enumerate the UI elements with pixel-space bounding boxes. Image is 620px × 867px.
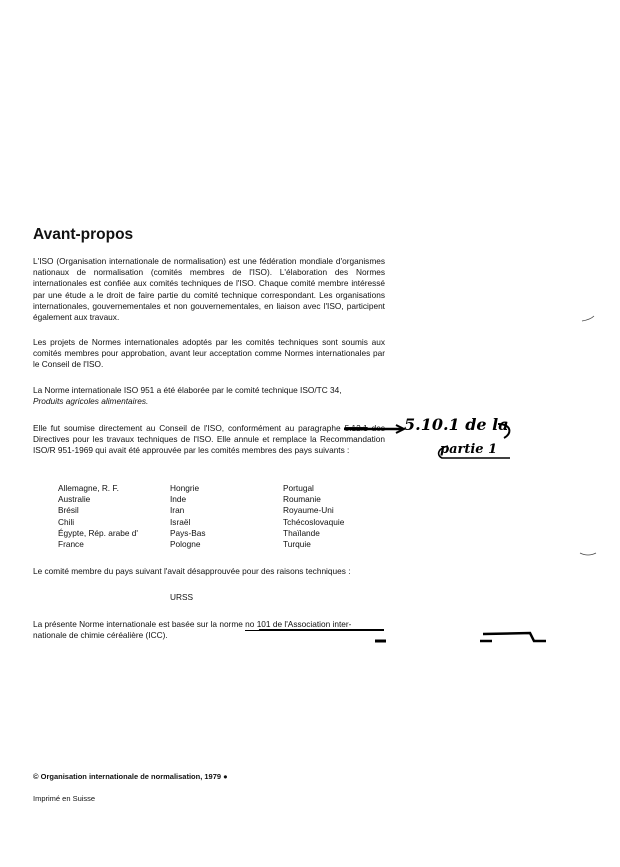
margin-mark-bar	[483, 633, 546, 641]
basis-text-line2: nationale de chimie céréalière (ICC).	[33, 630, 168, 641]
struck-reference: 5.12.1	[344, 423, 368, 433]
country-item: Iran	[170, 505, 185, 516]
paragraph-drafts: Les projets de Normes internationales adoptés par les comités techniques sont soumis aux comités membres pour approbation, avant leur acceptation comme Normes internationales par le Conseil de l'ISO.	[33, 337, 385, 370]
copyright-line: © Organisation internationale de normalisation, 1979 ●	[33, 772, 228, 781]
country-item: Brésil	[58, 505, 79, 516]
country-item: Israël	[170, 516, 191, 527]
bracket-stroke	[439, 446, 510, 458]
handwritten-annotation-line2: partie 1	[440, 442, 498, 457]
country-item: Pays-Bas	[170, 527, 206, 538]
country-item: Égypte, Rép. arabe d'	[58, 527, 138, 538]
submission-text-start: Elle fut soumise directement au Conseil de l'ISO, conformément au paragraphe	[33, 423, 341, 433]
country-item: Hongrie	[170, 483, 200, 493]
submission-text-rest: des Directives pour les travaux techniques de l'ISO. Elle annule et remplace la Recommandation ISO/R 951-1969 qui avait été approuvée par les comités membres des pays suivants :	[33, 423, 385, 456]
country-item: Pologne	[170, 539, 201, 550]
country-item: Turquie	[283, 539, 311, 550]
handwritten-annotation-line1: 5.10.1 de la	[404, 415, 509, 434]
curve-stroke	[498, 424, 509, 438]
country-item: Allemagne, R. F.	[58, 483, 119, 493]
basis-text: La présente Norme internationale est basée sur la norme	[33, 619, 246, 629]
margin-tick	[580, 553, 596, 555]
country-item: Inde	[170, 494, 187, 505]
country-item: Tchécoslovaquie	[283, 516, 345, 527]
country-item: Australie	[58, 494, 91, 505]
country-item: Roumanie	[283, 494, 321, 505]
underlined-reference: no 101 de l'Association inter-	[245, 619, 352, 629]
margin-tick	[582, 316, 594, 321]
section-heading: Avant-propos	[33, 226, 134, 243]
disapproval-statement: Le comité membre du pays suivant l'avait désapprouvée pour des raisons techniques :	[33, 566, 351, 576]
disapproving-country: URSS	[170, 592, 194, 602]
country-item: Thaïlande	[283, 527, 320, 538]
country-item: Royaume-Uni	[283, 505, 334, 516]
country-item: France	[58, 539, 84, 550]
country-item: Portugal	[283, 483, 314, 493]
paragraph-tc34-line1: La Norme internationale ISO 951 a été élaborée par le comité technique ISO/TC 34,	[33, 385, 342, 395]
paragraph-tc34-line2: Produits agricoles alimentaires.	[33, 396, 149, 407]
country-item: Chili	[58, 516, 75, 527]
paragraph-iso-intro: L'ISO (Organisation internationale de normalisation) est une fédération mondiale d'organismes nationaux de normalisation (comités membres de l'ISO). L'élaboration des Normes internationales est confiée aux comités techniques de l'ISO. Chaque comité membre intéressé par une étude a le droit de faire partie du comité technique correspondant. Les organisations internationales, gouvernementales et non gouvernementales, en liaison avec l'ISO, participent également aux travaux.	[33, 256, 385, 323]
printed-in: Imprimé en Suisse	[33, 794, 96, 803]
